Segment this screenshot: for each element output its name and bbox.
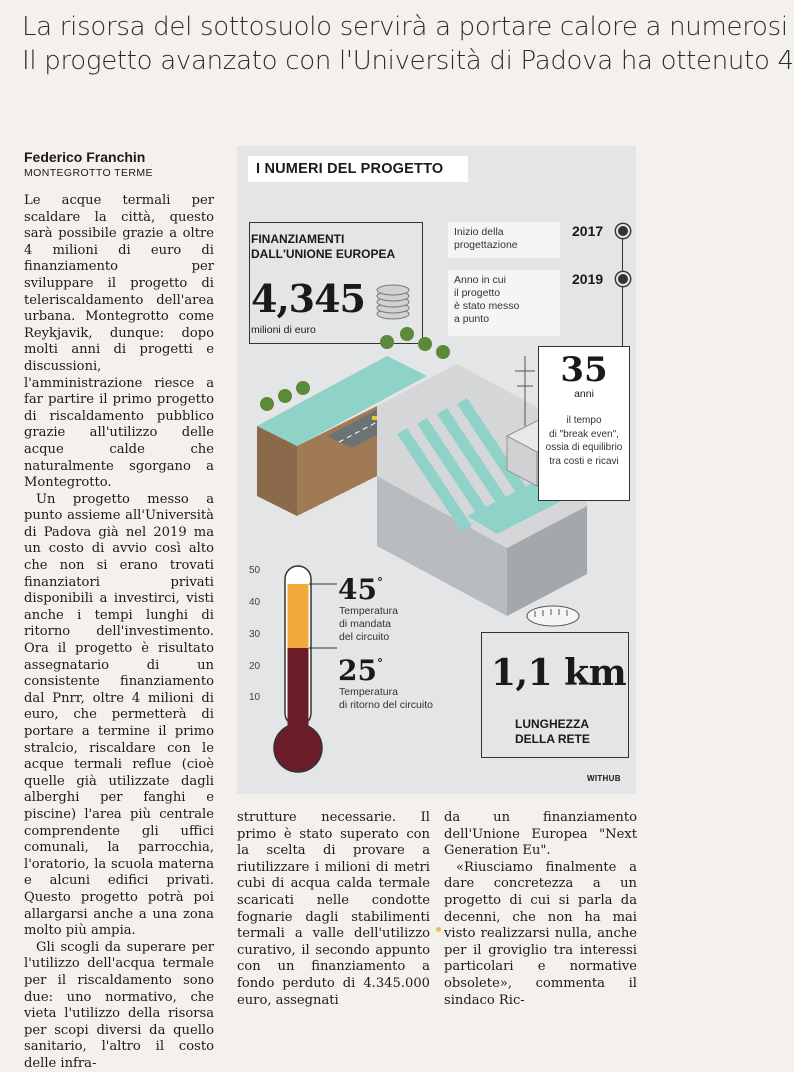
break-even-text: il tempo — [566, 415, 602, 426]
paragraph: strutture necessarie. Il primo è stato superato con la scelta di provare a riutilizzare i milioni di metri cubi di acqua calda termale scaricati nelle condotte fognarie dagli stabilimenti termali a valle dell'utilizzo curativo, il secondo appunto con un finanziamento a fondo perduto di 4.345.000 euro, assegnati — [237, 810, 430, 1008]
funding-label — [251, 232, 395, 262]
timeline-text: Inizio della — [454, 226, 504, 238]
network-length-value: 1,1 km — [491, 652, 627, 694]
break-even-unit: anni — [574, 388, 594, 400]
article-column-2 — [237, 810, 430, 1009]
degree-symbol: ° — [376, 575, 383, 589]
network-length-label — [515, 717, 590, 747]
temp-high-number: 45 — [338, 573, 377, 606]
dateline: MONTEGROTTO TERME — [24, 167, 153, 179]
paragraph: Gli scogli da superare per l'utilizzo dell'acqua termale per il riscaldamento sono due: uno normativo, che vieta l'utilizzo della risorsa per scopi diversi da quello sanitario, l'altro il costo delle infra- — [24, 939, 214, 1071]
network-length-label-line: LUNGHEZZA — [515, 717, 589, 731]
article-column-3 — [444, 810, 637, 1009]
temp-low-value — [338, 654, 383, 687]
author-byline: Federico Franchin — [24, 149, 146, 165]
temp-low-number: 25 — [338, 654, 377, 687]
degree-symbol: ° — [376, 656, 383, 670]
article-column-1 — [24, 193, 214, 1072]
infographic-credit: WITHUB — [587, 774, 621, 783]
thermo-scale-label: 40 — [249, 597, 261, 608]
temp-text: Temperatura — [339, 605, 398, 617]
measuring-tape-icon — [523, 601, 587, 631]
infographic — [237, 146, 636, 794]
network-length-label-line: DELLA RETE — [515, 732, 590, 746]
break-even-value: 35 — [560, 350, 608, 390]
break-even-text: di "break even", — [549, 428, 619, 440]
coins-icon — [373, 280, 413, 320]
funding-label-line: FINANZIAMENTI — [251, 232, 345, 246]
thermo-scale-label: 20 — [249, 661, 261, 672]
timeline-box-2017 — [448, 222, 560, 258]
thermometer — [273, 564, 337, 784]
temp-text: Temperatura — [339, 686, 398, 698]
break-even-description — [539, 414, 629, 468]
timeline-line — [622, 230, 623, 354]
thermo-scale-label: 50 — [249, 565, 261, 576]
timeline-text: progettazione — [454, 239, 518, 251]
temp-text: di mandata — [339, 618, 391, 630]
temp-high-value — [338, 573, 383, 606]
paragraph: «Riusciamo finalmente a dare concretezza a un progetto di cui si parla da decenni, che non ha mai visto realizzarsi nulla, anche per il groviglio tra interessi particolari e normative obsolete», commenta il sindaco Ric- — [444, 859, 637, 1008]
break-even-text: tra costi e ricavi — [549, 455, 619, 467]
headline-line-2: Il progetto avanzato con l'Università di Padova ha ottenuto 4 — [22, 46, 794, 76]
temp-high-description — [339, 605, 398, 644]
funding-label-line: DALL'UNIONE EUROPEA — [251, 247, 396, 261]
temp-text: del circuito — [339, 631, 390, 643]
timeline-text: Anno in cui — [454, 274, 506, 286]
headline-line-1: La risorsa del sottosuolo servirà a portare calore a numerosi — [22, 12, 788, 42]
timeline-text: a punto — [454, 313, 490, 325]
thermo-scale-label: 30 — [249, 629, 261, 640]
timeline-text: il progetto — [454, 287, 501, 299]
timeline-year-2017: 2017 — [572, 223, 604, 239]
highlight-dot — [436, 927, 441, 932]
funding-unit: milioni di euro — [251, 324, 316, 336]
temp-text: di ritorno del circuito — [339, 699, 433, 711]
funding-value: 4,345 — [251, 276, 365, 321]
timeline-text: è stato messo — [454, 300, 520, 312]
break-even-box — [538, 346, 630, 501]
thermo-fill-lower — [288, 648, 309, 734]
timeline-year-2019: 2019 — [572, 271, 604, 287]
thermo-fill-upper — [288, 584, 309, 648]
paragraph: da un finanziamento dell'Unione Europea "Next Generation Eu". — [444, 810, 637, 859]
paragraph: Un progetto messo a punto assieme all'Università di Padova già nel 2019 ma un costo di avvio così alto che non si erano trovati finanziatori privati disponibili a investirci, visti anche i tempi lunghi di ritorno dell'investimento. Ora il progetto è risultato assegnatario di un consistente finanziamento dal Pnrr, oltre 4 milioni di euro, che permetterà di portare a termine il primo stralcio, riscaldare con le acque termali reflue (cioè quelle già utilizzate dagli alberghi per fanghi e piscine) l'area più centrale comprendente gli uffici comunali, la parrocchia, l'oratorio, la scuola materna e alcuni edifici privati. Questo progetto potrà poi allargarsi anche a una zona molto più ampia. — [24, 491, 214, 939]
infographic-title: I NUMERI DEL PROGETTO — [248, 156, 468, 182]
timeline-dot — [616, 272, 630, 286]
thermo-scale-label: 10 — [249, 692, 261, 703]
timeline-dot — [616, 224, 630, 238]
temp-low-description — [339, 686, 433, 712]
paragraph: Le acque termali per scaldare la città, questo sarà possibile grazie a oltre 4 milioni di euro di finanziamento per sviluppare il progetto di teleriscaldamento dell'area urbana. Montegrotto come Reykjavik, dunque: dopo molti anni di progetti e discussioni, l'amministrazione riesce a far partire il primo progetto di riscaldamento pubblico grazie all'utilizzo delle acque calde che naturalmente sgorgano a Montegrotto. — [24, 193, 214, 491]
break-even-text: ossia di equilibrio — [545, 442, 623, 453]
